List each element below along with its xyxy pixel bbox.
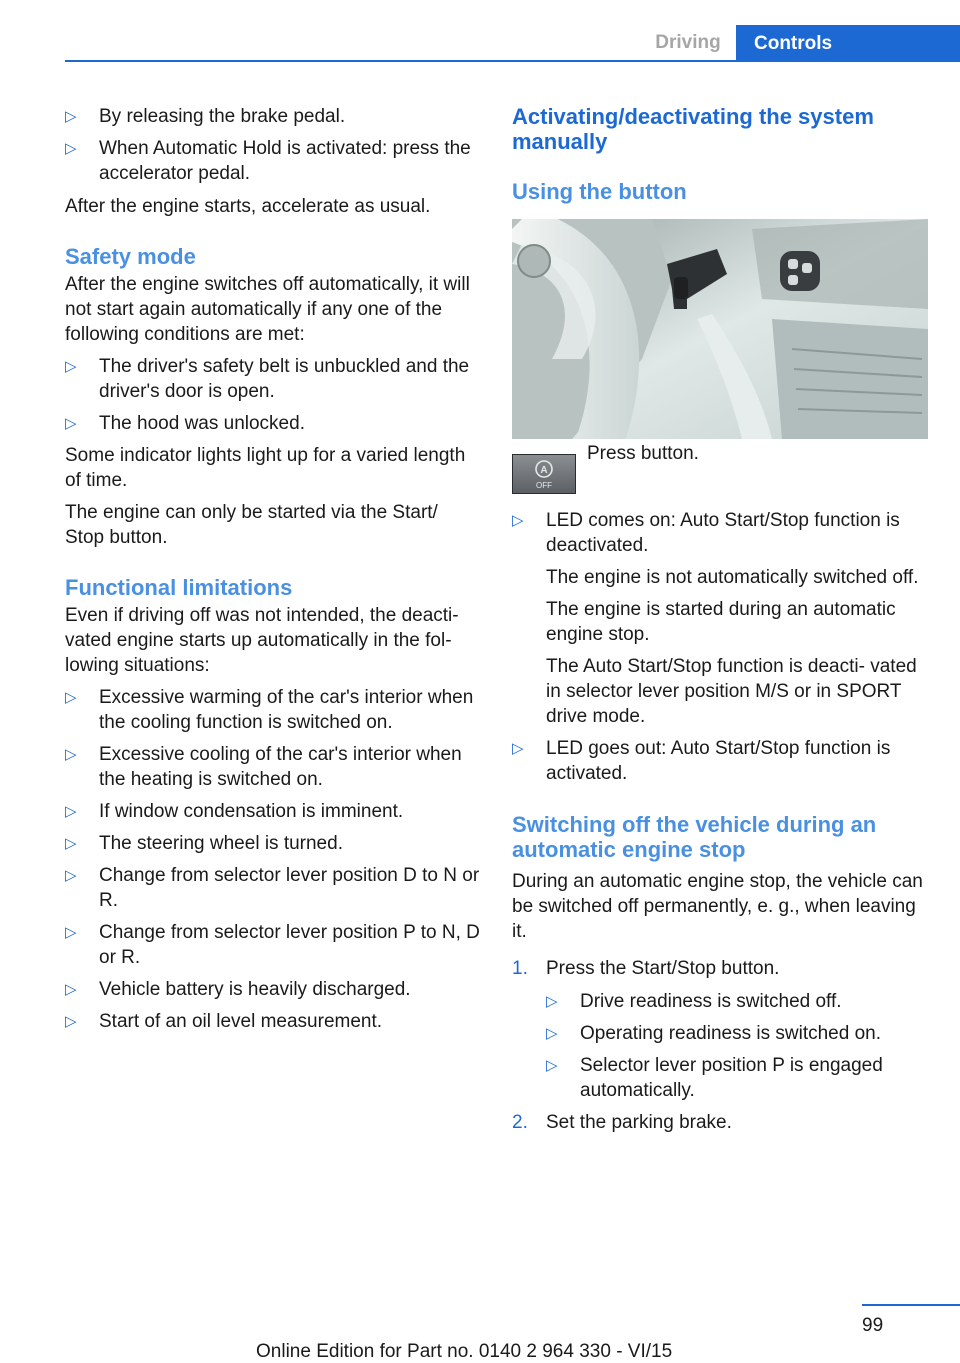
list-item: ▷ Selector lever position P is engaged automatically.	[546, 1055, 883, 1101]
list-item: ▷ Change from selector lever position P to N, D or R.	[65, 922, 480, 968]
heading-using-the-button: Using the button	[512, 179, 687, 204]
paragraph: Some indicator lights light up for a varied length of time.	[65, 445, 466, 491]
bullet-triangle-icon: ▷	[65, 415, 77, 432]
press-button-text: Press button.	[587, 443, 699, 464]
bullet-triangle-icon: ▷	[65, 835, 77, 852]
list-item: 2. Set the parking brake.	[512, 1112, 732, 1133]
list-item: ▷ Operating readiness is switched on.	[546, 1023, 881, 1044]
right-column	[512, 104, 932, 1135]
step1-sub-list	[546, 989, 932, 1103]
bullet-triangle-icon: ▷	[546, 993, 558, 1010]
list-item: ▷ Drive readiness is switched off.	[546, 991, 842, 1012]
bullet-triangle-icon: ▷	[65, 689, 77, 706]
release-methods-list	[65, 104, 480, 186]
list-item: ▷ Start of an oil level measurement.	[65, 1011, 383, 1032]
paragraph: Even if driving off was not intended, the deacti‐ vated engine starts up automatically in the fol‐ lowing situations:	[65, 605, 459, 676]
list-item: ▷ LED goes out: Auto Start/Stop function is activated.	[512, 738, 891, 784]
bullet-triangle-icon: ▷	[65, 108, 77, 125]
safety-conditions-list	[65, 354, 480, 436]
page-header	[0, 0, 960, 64]
list-item: ▷ LED comes on: Auto Start/Stop function is deactivated. The engine is not automatically switched off. The engine is started during an automatic engine stop. The Auto Start/Stop function is deacti‐ vated in selector lever position M/S or in SPORT drive mode.	[512, 510, 919, 727]
heading-switching-off: Switching off the vehicle during an automatic engine stop	[512, 812, 877, 862]
led-status-list	[512, 508, 932, 786]
list-item: ▷ The hood was unlocked.	[65, 413, 305, 434]
paragraph: After the engine starts, accelerate as usual.	[65, 196, 431, 217]
bullet-triangle-icon: ▷	[65, 746, 77, 763]
paragraph: During an automatic engine stop, the vehicle can be switched off permanently, e. g., when leaving it.	[512, 871, 923, 942]
bullet-triangle-icon: ▷	[512, 512, 524, 529]
bullet-triangle-icon: ▷	[65, 803, 77, 820]
svg-text:OFF: OFF	[536, 481, 552, 490]
bullet-triangle-icon: ▷	[546, 1025, 558, 1042]
list-item: ▷ The driver's safety belt is unbuckled and the driver's door is open.	[65, 356, 470, 402]
list-item: ▷ Vehicle battery is heavily discharged.	[65, 979, 411, 1000]
bullet-triangle-icon: ▷	[65, 1013, 77, 1030]
limitations-list	[65, 685, 480, 1034]
bullet-triangle-icon: ▷	[65, 924, 77, 941]
heading-activating-deactivating: Activating/deactivating the system manually	[512, 104, 874, 154]
list-item: ▷ Change from selector lever position D to N or R.	[65, 865, 480, 911]
svg-text:A: A	[540, 465, 548, 476]
list-item: ▷ The steering wheel is turned.	[65, 833, 343, 854]
bullet-triangle-icon: ▷	[65, 981, 77, 998]
bullet-triangle-icon: ▷	[65, 867, 77, 884]
list-item: ▷ When Automatic Hold is activated: press the accelerator pedal.	[65, 138, 471, 184]
tab-controls[interactable]: Controls	[736, 25, 960, 62]
footer-rule	[862, 1304, 960, 1306]
list-item: ▷ Excessive cooling of the car's interior when the heating is switched on.	[65, 744, 462, 790]
page-number: 99	[862, 1315, 884, 1336]
steps-list	[512, 956, 932, 1135]
list-item: ▷ Excessive warming of the car's interior when the cooling function is switched on.	[65, 687, 474, 733]
tab-driving[interactable]: Driving	[655, 31, 721, 53]
bullet-triangle-icon: ▷	[546, 1057, 558, 1074]
list-item: 1. Press the Start/Stop button. ▷ Drive readiness is switched off. ▷ Operating readiness is switched on. ▷ Selector lever position P is engaged automatically.	[512, 956, 932, 1103]
heading-functional-limitations: Functional limitations	[65, 575, 293, 600]
paragraph: The engine can only be started via the Start/ Stop button.	[65, 502, 438, 548]
edition-text: Online Edition for Part no. 0140 2 964 330 - VI/15	[256, 1341, 673, 1362]
dashboard-photo	[512, 219, 928, 439]
bullet-triangle-icon: ▷	[65, 140, 77, 157]
list-item: ▷ By releasing the brake pedal.	[65, 106, 346, 127]
bullet-triangle-icon: ▷	[65, 358, 77, 375]
auto-start-stop-button-icon	[512, 454, 576, 494]
button-instruction	[512, 439, 932, 495]
list-item: ▷ If window condensation is imminent.	[65, 801, 404, 822]
heading-safety-mode: Safety mode	[65, 244, 196, 269]
auto-start-stop-symbol-icon	[513, 455, 575, 493]
paragraph: After the engine switches off automatically, it will not start again automatically if any one of the following conditions are met:	[65, 274, 470, 345]
header-rule	[65, 60, 960, 62]
bullet-triangle-icon: ▷	[512, 740, 524, 757]
left-column	[65, 104, 480, 1034]
